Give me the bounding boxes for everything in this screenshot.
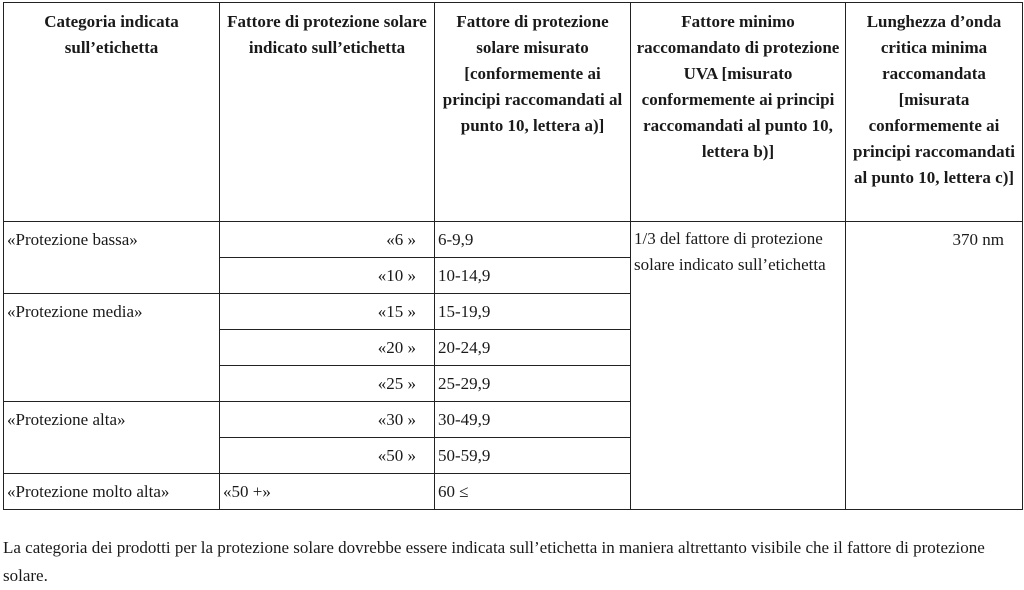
measured-spf-cell: 50-59,9	[435, 438, 631, 474]
labelled-spf-cell: «15 »	[220, 294, 435, 330]
measured-spf-cell: 25-29,9	[435, 366, 631, 402]
labelled-spf-cell: «20 »	[220, 330, 435, 366]
sunscreen-category-table	[3, 2, 1023, 510]
measured-spf-cell: 20-24,9	[435, 330, 631, 366]
critical-wavelength-cell: 370 nm	[846, 222, 1023, 510]
labelled-spf-cell: «10 »	[220, 258, 435, 294]
header-measured-spf: Fattore di protezione solare misurato [conformemente ai principi raccomandati al punto 10, lettera a)]	[435, 3, 631, 222]
category-cell: «Protezione media»	[4, 294, 220, 402]
measured-spf-cell: 60 ≤	[435, 474, 631, 510]
labelled-spf-cell: «6 »	[220, 222, 435, 258]
header-critical-wavelength: Lunghezza d’onda critica minima raccomandata [misurata conformemente ai principi raccomandati al punto 10, lettera c)]	[846, 3, 1023, 222]
footnote-text: La categoria dei prodotti per la protezione solare dovrebbe essere indicata sull’etichetta in maniera altrettanto visibile che il fattore di protezione solare.	[3, 538, 985, 585]
category-cell: «Protezione alta»	[4, 402, 220, 474]
header-category: Categoria indicata sull’etichetta	[4, 3, 220, 222]
uva-min-cell: 1/3 del fattore di protezione solare indicato sull’etichetta	[631, 222, 846, 510]
measured-spf-cell: 30-49,9	[435, 402, 631, 438]
table-row	[4, 222, 1023, 258]
measured-spf-cell: 6-9,9	[435, 222, 631, 258]
header-uva-min: Fattore minimo raccomandato di protezione UVA [misurato conformemente ai principi raccomandati al punto 10, lettera b)]	[631, 3, 846, 222]
measured-spf-cell: 10-14,9	[435, 258, 631, 294]
labelled-spf-cell: «50 +»	[220, 474, 435, 510]
measured-spf-cell: 15-19,9	[435, 294, 631, 330]
labelled-spf-cell: «50 »	[220, 438, 435, 474]
labelled-spf-cell: «25 »	[220, 366, 435, 402]
labelled-spf-cell: «30 »	[220, 402, 435, 438]
category-cell: «Protezione bassa»	[4, 222, 220, 294]
category-cell: «Protezione molto alta»	[4, 474, 220, 510]
table-header-row	[4, 3, 1023, 222]
header-labelled-spf: Fattore di protezione solare indicato sull’etichetta	[220, 3, 435, 222]
